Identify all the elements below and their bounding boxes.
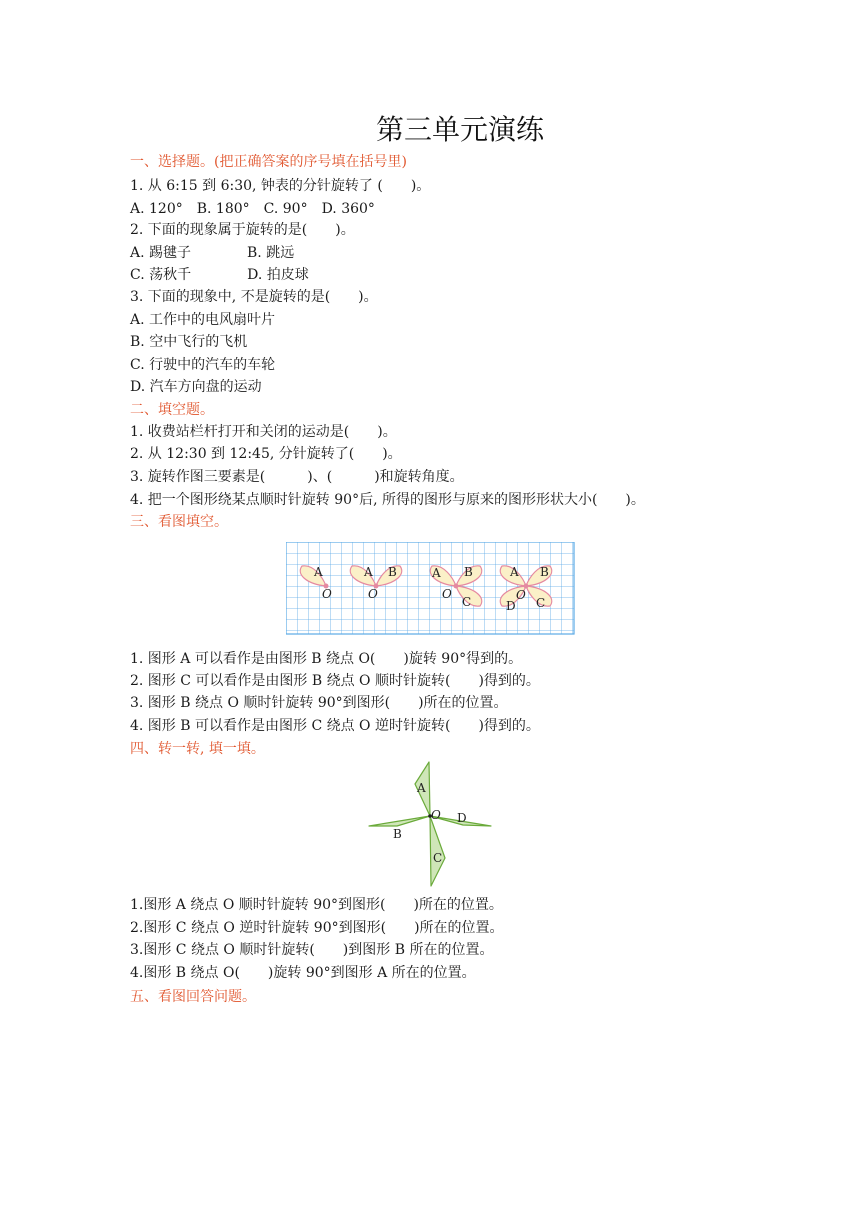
s1-question-1-options: A. 120° B. 180° C. 90° D. 360° (130, 201, 375, 217)
pinwheel-label-b: B (393, 827, 402, 841)
s1-question-2: 2. 下面的现象属于旋转的是( )。 (130, 222, 355, 238)
section-2-heading: 二、填空题。 (130, 402, 214, 418)
s3-question-1: 1. 图形 A 可以看作是由图形 B 绕点 O( )旋转 90°得到的。 (130, 651, 523, 667)
s1-question-3-option-d: D. 汽车方向盘的运动 (130, 379, 262, 395)
s3-question-2: 2. 图形 C 可以看作是由图形 B 绕点 O 顺时针旋转( )得到的。 (130, 673, 540, 689)
f3-label-a: A (432, 566, 441, 580)
section-1-heading: 一、选择题。(把正确答案的序号填在括号里) (130, 154, 407, 170)
f3-label-b: B (464, 565, 473, 579)
f2-label-o: O (368, 587, 378, 601)
f3-label-c: C (462, 595, 472, 609)
s1-question-3: 3. 下面的现象中, 不是旋转的是( )。 (130, 289, 378, 305)
pinwheel-label-a: A (417, 781, 426, 795)
s3-question-4: 4. 图形 B 可以看作是由图形 C 绕点 O 逆时针旋转( )得到的。 (130, 718, 540, 734)
pinwheel-figure (365, 760, 495, 890)
s4-question-4: 4.图形 B 绕点 O( )旋转 90°到图形 A 所在的位置。 (130, 965, 476, 981)
f2-label-a: A (364, 565, 373, 579)
s4-question-3: 3.图形 C 绕点 O 顺时针旋转( )到图形 B 所在的位置。 (130, 942, 494, 958)
f1-label-a: A (314, 565, 323, 579)
s2-question-2: 2. 从 12:30 到 12:45, 分针旋转了( )。 (130, 446, 402, 462)
pinwheel-label-d: D (457, 811, 467, 825)
page-title: 第三单元演练 (375, 113, 544, 146)
pinwheel-label-o: O (431, 808, 441, 822)
s1-question-3-option-b: B. 空中飞行的飞机 (130, 334, 248, 350)
s2-question-1: 1. 收费站栏杆打开和关闭的运动是( )。 (130, 424, 397, 440)
f4-label-c: C (536, 596, 546, 610)
f3-label-o: O (442, 587, 452, 601)
section-5-heading: 五、看图回答问题。 (130, 989, 256, 1005)
s3-question-3: 3. 图形 B 绕点 O 顺时针旋转 90°到图形( )所在的位置。 (130, 695, 508, 711)
s1-question-2-options-ab: A. 踢毽子 B. 跳远 (130, 245, 295, 261)
flower-rotation-figure (286, 542, 576, 636)
f1-label-o: O (322, 587, 332, 601)
s4-question-1: 1.图形 A 绕点 O 顺时针旋转 90°到图形( )所在的位置。 (130, 897, 503, 913)
s1-question-2-options-cd: C. 荡秋千 D. 拍皮球 (130, 267, 309, 283)
triangle-b (369, 816, 430, 826)
f4-label-a: A (510, 565, 519, 579)
s1-question-3-option-c: C. 行驶中的汽车的车轮 (130, 357, 276, 373)
s1-question-1: 1. 从 6:15 到 6:30, 钟表的分针旋转了 ( )。 (130, 178, 431, 194)
s2-question-3: 3. 旋转作图三要素是( )、( )和旋转角度。 (130, 469, 464, 485)
center-dot (454, 584, 459, 589)
s2-question-4: 4. 把一个图形绕某点顺时针旋转 90°后, 所得的图形与原来的图形形状大小( )。 (130, 492, 645, 508)
section-3-heading: 三、看图填空。 (130, 514, 228, 530)
s1-question-3-option-a: A. 工作中的电风扇叶片 (130, 312, 276, 328)
s4-question-2: 2.图形 C 绕点 O 逆时针旋转 90°到图形( )所在的位置。 (130, 920, 504, 936)
f4-label-b: B (540, 565, 549, 579)
pinwheel-label-c: C (433, 851, 443, 865)
section-4-heading: 四、转一转, 填一填。 (130, 741, 265, 757)
f4-label-d: D (506, 599, 516, 613)
f2-label-b: B (388, 565, 397, 579)
f4-label-o: O (516, 588, 526, 602)
